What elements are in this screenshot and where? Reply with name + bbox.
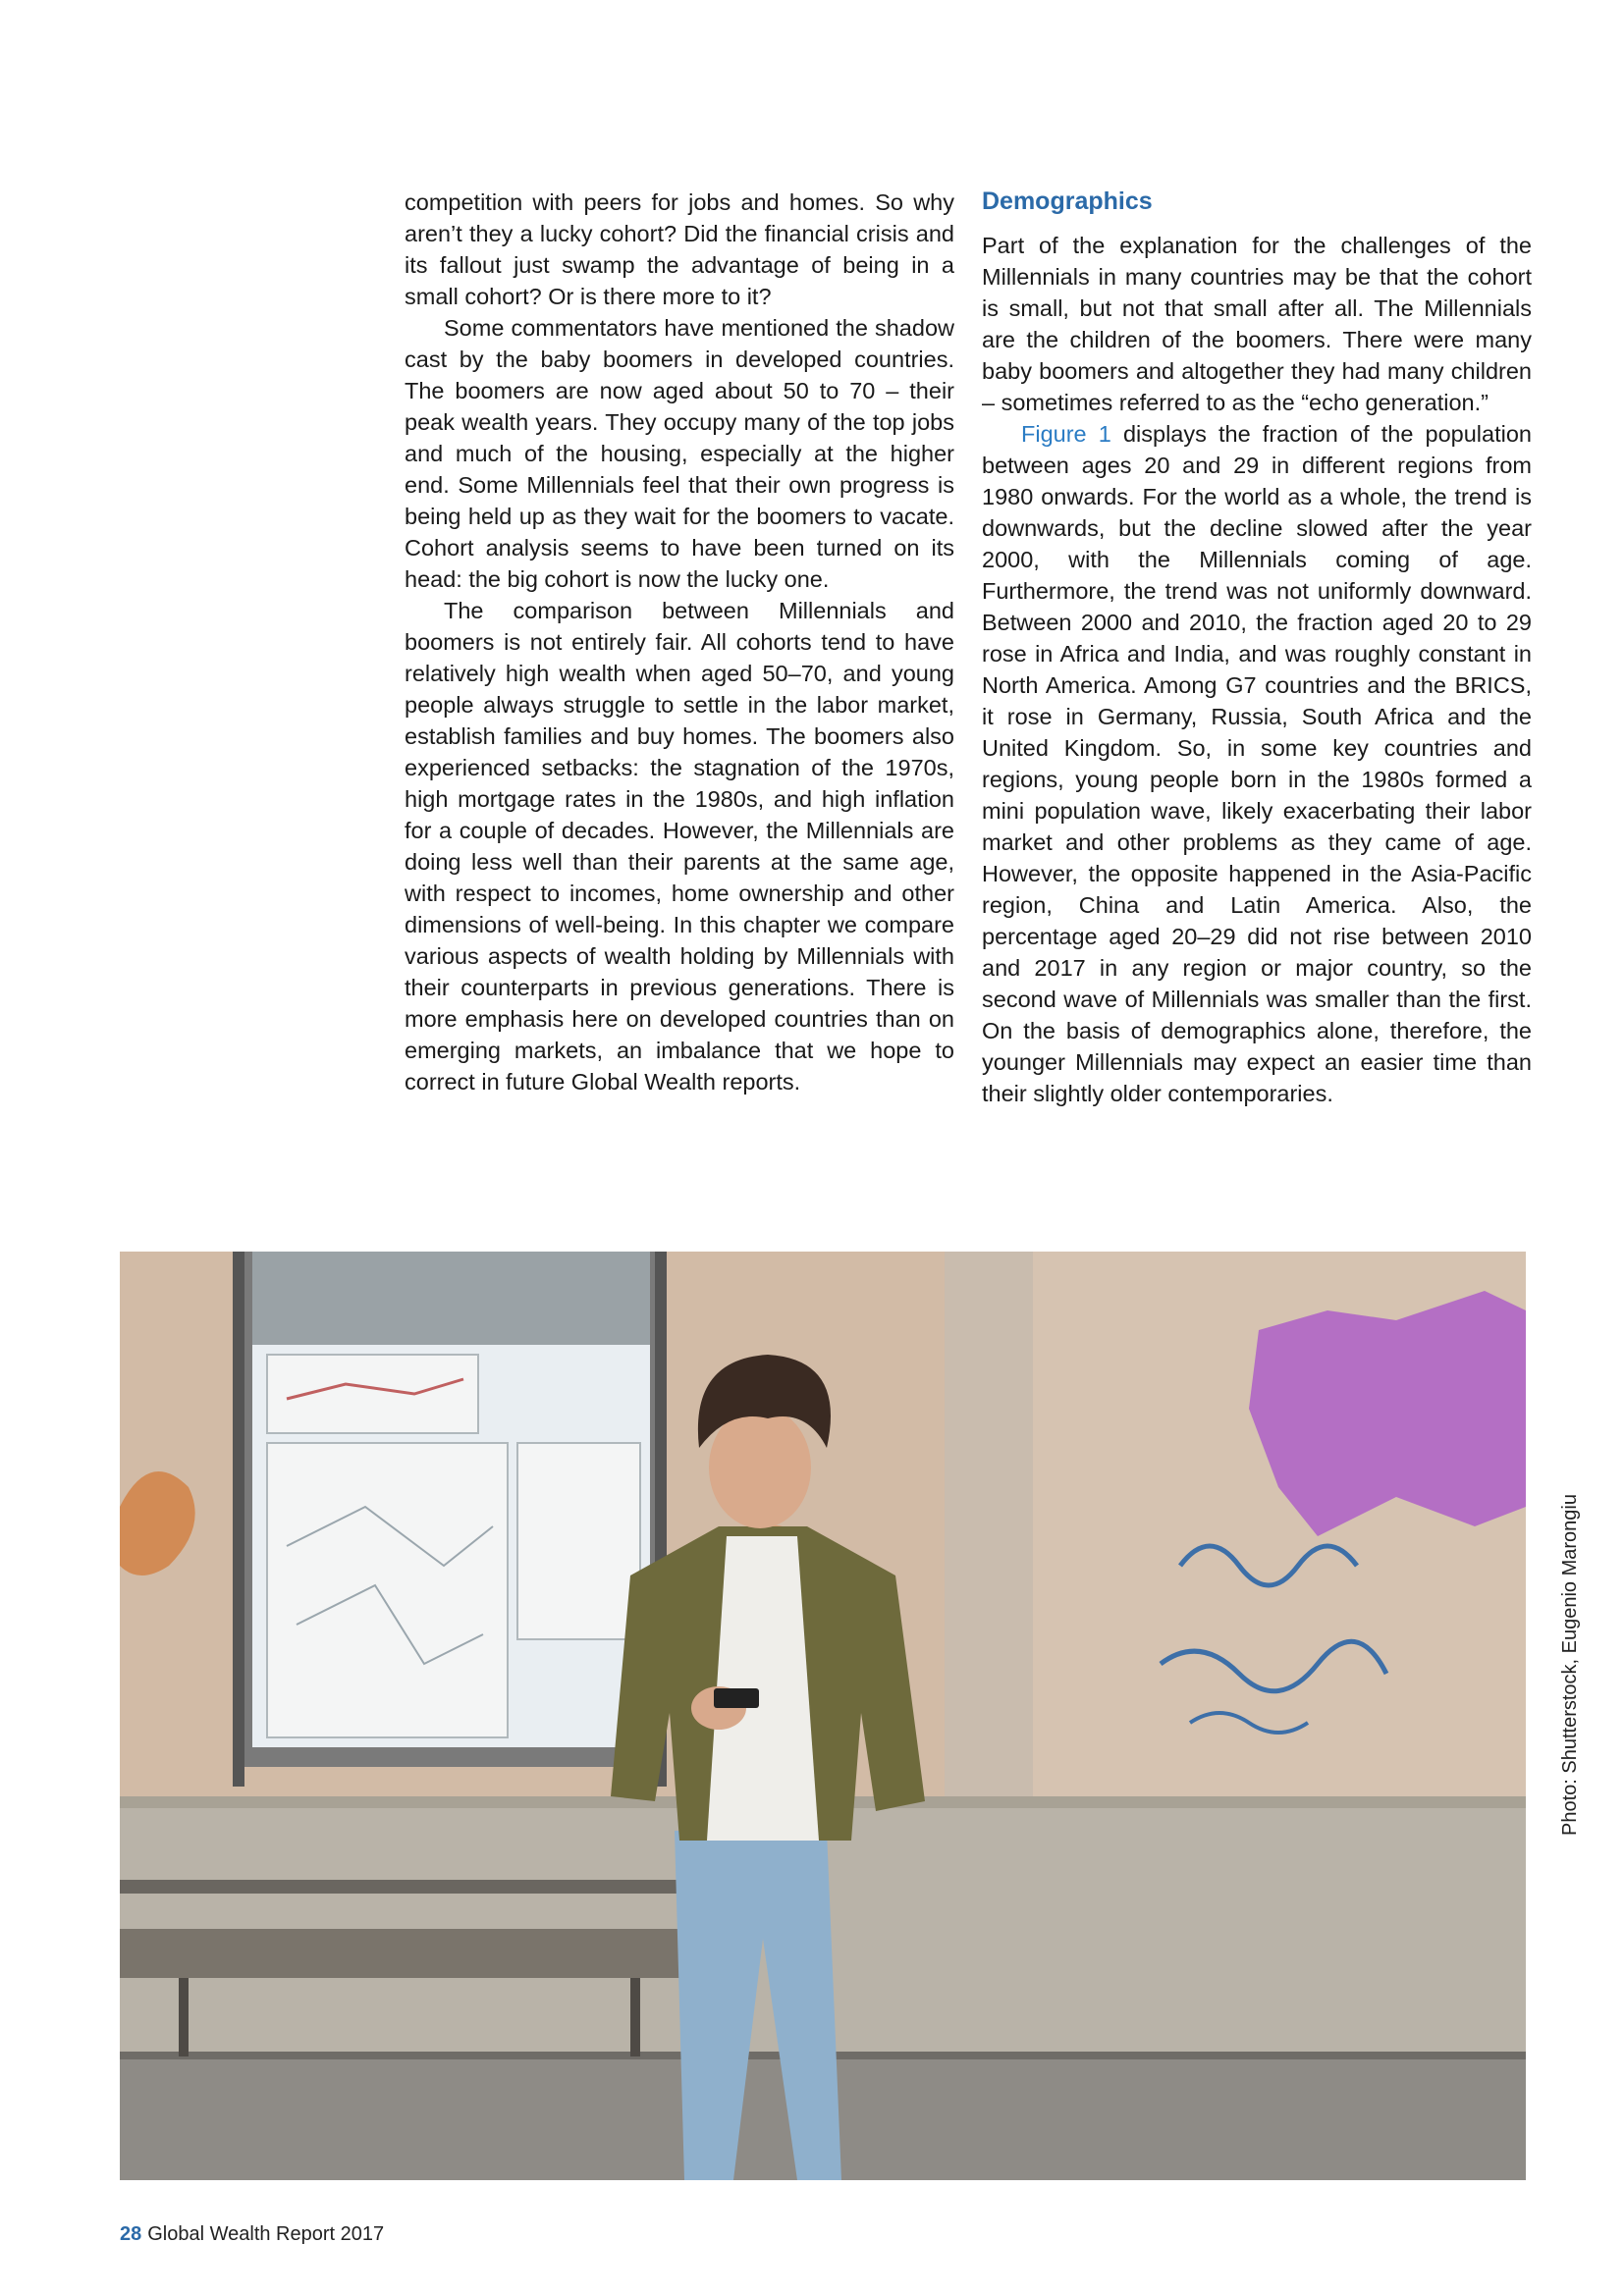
report-title: Global Wealth Report 2017 — [147, 2223, 385, 2245]
section-heading: Demographics — [982, 187, 1153, 215]
page-footer — [120, 2223, 384, 2246]
figure-link[interactable]: Figure 1 — [1021, 421, 1111, 447]
page-number: 28 — [120, 2223, 142, 2245]
photo-young-man-with-phone — [120, 1252, 1526, 2180]
left-text-column — [405, 187, 954, 1097]
body-paragraph: competition with peers for jobs and homes. So why aren’t they a lucky cohort? Did the financial crisis and its fallout just swamp the advantage of being in a small cohort? Or is there more to it? — [405, 189, 954, 309]
body-paragraph: The comparison between Millennials and boomers is not entirely fair. All cohorts tend to have relatively high wealth when aged 50–70, and young people always struggle to settle in the labor market, establish families and buy homes. The boomers also experienced setbacks: the stagnation of the 1970s, high mortgage rates in the 1980s, and high inflation for a couple of decades. However, the Millennials are doing less well than their parents at the same age, with respect to incomes, home ownership and other dimensions of well-being. In this chapter we compare various aspects of wealth holding by Millennials with their counterparts in previous generations. There is more emphasis here on developed countries than on emerging markets, an imbalance that we hope to correct in future Global Wealth reports. — [405, 598, 954, 1095]
body-paragraph: Some commentators have mentioned the shadow cast by the baby boomers in developed countries. The boomers are now aged about 50 to 70 – their peak wealth years. They occupy many of the top jobs and much of the housing, especially at the higher end. Some Millennials feel that their own progress is being held up as they wait for the boomers to vacate. Cohort analysis seems to have been turned on its head: the big cohort is now the lucky one. — [405, 315, 954, 592]
body-paragraph-text: displays the fraction of the population between ages 20 and 29 in different regions from 1980 onwards. For the world as a whole, the trend is downwards, but the decline slowed after the year 2000, with the Millennials coming of age. Furthermore, the trend was not uniformly downward. Between 2000 and 2010, the fraction aged 20 to 29 rose in Africa and India, and was roughly constant in North America. Among G7 countries and the BRICS, it rose in Germany, Russia, South Africa and the United Kingdom. So, in some key countries and regions, young people born in the 1980s formed a mini population wave, likely exacerbating their labor market and other problems as they came of age. However, the opposite happened in the Asia-Pacific region, China and Latin America. Also, the percentage aged 20–29 did not rise between 2010 and 2017 in any region or major country, so the second wave of Millennials was smaller than the first. On the basis of demographics alone, therefore, the younger Millennials may expect an easier time than their slightly older contemporaries. — [982, 421, 1532, 1106]
right-text-column — [982, 187, 1532, 1109]
body-paragraph: Part of the explanation for the challenges of the Millennials in many countries may be that the cohort is small, but not that small after all. The Millennials are the children of the boomers. There were many baby boomers and altogether they had many children – sometimes referred to as the “echo generation.” — [982, 233, 1532, 415]
body-paragraph — [982, 418, 1532, 1109]
photo-credit: Photo: Shutterstock, Eugenio Marongiu — [1559, 1494, 1581, 1836]
photo-illustration — [120, 1252, 1526, 2180]
